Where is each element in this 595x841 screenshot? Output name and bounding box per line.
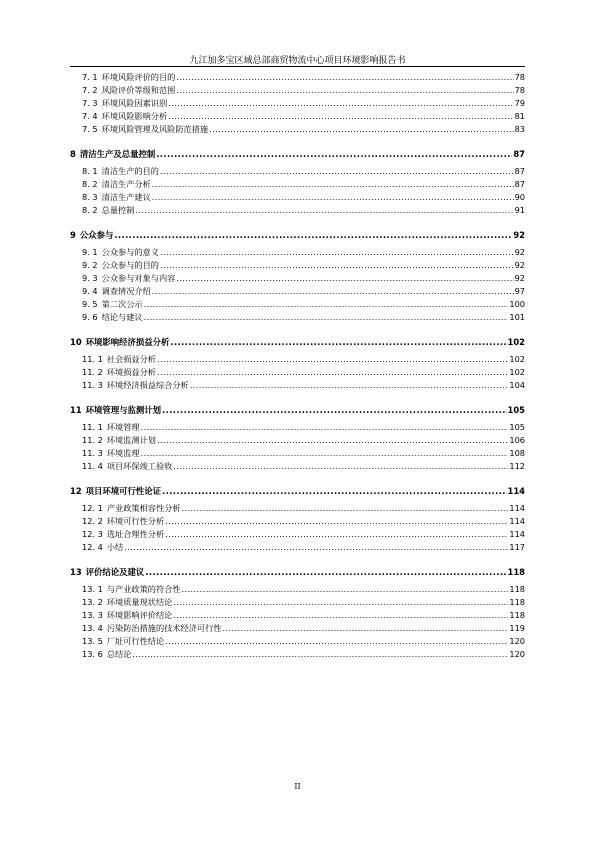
toc-entry-number: 13: [70, 567, 82, 577]
toc-section-entry[interactable]: [82, 299, 525, 310]
toc-dot-leader: [160, 247, 514, 255]
toc-entry-page: 114: [509, 516, 525, 527]
toc-section-entry[interactable]: [82, 85, 525, 96]
toc-entry-page: 97: [514, 286, 525, 297]
toc-entry-page: 101: [509, 312, 525, 323]
toc-entry-number: 7. 1: [82, 72, 98, 83]
toc-section-entry[interactable]: [82, 435, 525, 446]
toc-entry-number: 9. 1: [82, 247, 98, 258]
toc-section-entry[interactable]: [82, 354, 525, 365]
toc-entry-title: 结论与建议: [101, 312, 143, 323]
toc-entry-title: 社会损益分析: [106, 354, 156, 365]
toc-dot-leader: [145, 567, 506, 575]
toc-entry-number: 11. 1: [82, 354, 103, 365]
toc-entry-number: 8. 2: [82, 179, 98, 190]
toc-entry-title: 风险评价等级和范围: [101, 85, 176, 96]
toc-entry-page: 102: [507, 337, 525, 347]
toc-section-entry[interactable]: [82, 111, 525, 122]
toc-section-entry[interactable]: [82, 72, 525, 83]
toc-entry-page: 78: [514, 72, 525, 83]
toc-entry-title: 公众参与: [79, 230, 114, 240]
toc-entry-number: 9. 4: [82, 286, 98, 297]
toc-entry-title: 总结论: [106, 649, 132, 660]
toc-entry-number: 12: [70, 486, 82, 496]
toc-chapter-entry[interactable]: [70, 148, 525, 160]
toc-entry-number: 9. 3: [82, 273, 98, 284]
toc-entry-page: 118: [509, 597, 525, 608]
toc-entry-number: 9. 6: [82, 312, 98, 323]
toc-entry-page: 108: [509, 448, 525, 459]
toc-section-entry[interactable]: [82, 205, 525, 216]
toc-entry-number: 11. 4: [82, 461, 103, 472]
toc-entry-number: 13. 3: [82, 610, 103, 621]
toc-entry-number: 11. 3: [82, 448, 103, 459]
toc-entry-number: 13. 2: [82, 597, 103, 608]
toc-entry-title: 环境监测计划: [106, 435, 156, 446]
toc-entry-page: 105: [507, 405, 525, 415]
header-rule: [70, 66, 525, 67]
toc-entry-page: 106: [509, 435, 525, 446]
toc-dot-leader: [165, 516, 508, 524]
toc-entry-page: 83: [514, 124, 525, 135]
toc-entry-number: 8: [70, 149, 76, 159]
toc-entry-title: 污染防治措施的技术经济可行性: [106, 623, 222, 634]
toc-entry-page: 78: [514, 85, 525, 96]
toc-section-entry[interactable]: [82, 584, 525, 595]
toc-dot-leader: [157, 354, 508, 362]
toc-dot-leader: [170, 337, 506, 345]
toc-section-entry[interactable]: [82, 247, 525, 258]
toc-entry-number: 7. 5: [82, 124, 98, 135]
toc-entry-page: 100: [509, 299, 525, 310]
toc-entry-title: 项目环保竣工验收: [106, 461, 173, 472]
toc-dot-leader: [176, 72, 513, 80]
toc-dot-leader: [173, 461, 508, 469]
toc-entry-number: 13. 5: [82, 636, 103, 647]
toc-entry-page: 120: [509, 649, 525, 660]
toc-entry-title: 环境经济损益综合分析: [106, 380, 189, 391]
toc-section-entry[interactable]: [82, 273, 525, 284]
toc-section-entry[interactable]: [82, 166, 525, 177]
toc-section-entry[interactable]: [82, 448, 525, 459]
toc-entry-page: 114: [509, 529, 525, 540]
toc-entry-title: 小结: [106, 542, 124, 553]
toc-dot-leader: [160, 166, 514, 174]
toc-section-entry[interactable]: [82, 286, 525, 297]
toc-entry-title: 与产业政策的符合性: [106, 584, 181, 595]
page-number: II: [294, 782, 301, 791]
toc-entry-title: 环境风险评价的目的: [101, 72, 176, 83]
toc-entry-page: 114: [507, 486, 525, 496]
toc-entry-number: 13. 1: [82, 584, 103, 595]
toc-dot-leader: [168, 111, 513, 119]
toc-entry-number: 7. 3: [82, 98, 98, 109]
page-header: 九江加多宝区域总部商贸物流中心项目环境影响报告书: [189, 56, 406, 66]
toc-entry-number: 10: [70, 337, 82, 347]
toc-entry-number: 8. 2: [82, 205, 98, 216]
toc-section-entry[interactable]: [82, 422, 525, 433]
toc-entry-page: 102: [509, 367, 525, 378]
toc-dot-leader: [176, 85, 513, 93]
toc-entry-number: 8. 1: [82, 166, 98, 177]
toc-chapter-entry[interactable]: [70, 485, 525, 497]
toc-entry-page: 112: [509, 461, 525, 472]
toc-chapter-entry[interactable]: [70, 336, 525, 348]
toc-entry-page: 118: [509, 584, 525, 595]
toc-section-entry[interactable]: [82, 124, 525, 135]
toc-dot-leader: [165, 636, 508, 644]
toc-entry-page: 87: [514, 179, 525, 190]
toc-entry-title: 项目环境可行性论证: [85, 486, 162, 496]
toc-entry-number: 9: [70, 230, 76, 240]
toc-entry-title: 公众参与的目的: [101, 260, 159, 271]
toc-dot-leader: [176, 273, 513, 281]
toc-section-entry[interactable]: [82, 610, 525, 621]
toc-entry-page: 117: [509, 542, 525, 553]
toc-section-entry[interactable]: [82, 649, 525, 660]
toc-dot-leader: [156, 149, 512, 157]
toc-section-entry[interactable]: [82, 179, 525, 190]
toc-entry-title: 评价结论及建议: [85, 567, 145, 577]
toc-entry-title: 清洁生产的目的: [101, 166, 159, 177]
toc-entry-number: 11. 1: [82, 422, 103, 433]
toc-entry-page: 90: [514, 192, 525, 203]
toc-dot-leader: [135, 205, 513, 213]
toc-chapter-entry[interactable]: [70, 566, 525, 578]
toc-dot-leader: [190, 380, 509, 388]
toc-dot-leader: [132, 649, 508, 657]
toc-section-entry[interactable]: [82, 98, 525, 109]
toc-entry-page: 79: [514, 98, 525, 109]
toc-dot-leader: [222, 623, 508, 631]
toc-entry-page: 92: [513, 230, 525, 240]
toc-entry-number: 12. 1: [82, 503, 103, 514]
toc-dot-leader: [168, 98, 513, 106]
toc-section-entry[interactable]: [82, 529, 525, 540]
toc-dot-leader: [157, 367, 508, 375]
toc-entry-title: 总量控制: [101, 205, 135, 216]
toc-entry-number: 13. 6: [82, 649, 103, 660]
toc-dot-leader: [144, 299, 509, 307]
toc-chapter-entry[interactable]: [70, 404, 525, 416]
toc-entry-title: 环境影响评价结论: [106, 610, 173, 621]
toc-entry-title: 清洁生产建议: [101, 192, 151, 203]
toc-entry-page: 102: [509, 354, 525, 365]
toc-section-entry[interactable]: [82, 312, 525, 323]
toc-entry-page: 87: [514, 166, 525, 177]
toc-section-entry[interactable]: [82, 597, 525, 608]
toc-dot-leader: [124, 542, 508, 550]
toc-entry-title: 环境管理与监测计划: [85, 405, 162, 415]
toc-dot-leader: [160, 260, 514, 268]
toc-entry-title: 环境风险因素识别: [101, 98, 168, 109]
toc-chapter-entry[interactable]: [70, 229, 525, 241]
toc-dot-leader: [152, 192, 514, 200]
toc-section-entry[interactable]: [82, 192, 525, 203]
toc-dot-leader: [209, 124, 514, 132]
toc-section-entry[interactable]: [82, 516, 525, 527]
toc-entry-number: 11. 3: [82, 380, 103, 391]
toc-entry-page: 118: [509, 610, 525, 621]
toc-entry-number: 11. 2: [82, 435, 103, 446]
toc-entry-number: 9. 2: [82, 260, 98, 271]
toc-entry-title: 环境损益分析: [106, 367, 156, 378]
toc-dot-leader: [162, 486, 506, 494]
toc-entry-page: 119: [509, 623, 525, 634]
toc-entry-page: 104: [509, 380, 525, 391]
toc-entry-title: 产业政策相容性分析: [106, 503, 181, 514]
toc-entry-title: 环境风险影响分析: [101, 111, 168, 122]
toc-entry-page: 120: [509, 636, 525, 647]
toc-dot-leader: [144, 312, 509, 320]
toc-dot-leader: [152, 179, 514, 187]
toc-dot-leader: [182, 503, 509, 511]
toc-entry-number: 12. 2: [82, 516, 103, 527]
toc-entry-number: 11. 2: [82, 367, 103, 378]
toc-entry-title: 环境风险管理及风险防范措施: [101, 124, 209, 135]
toc-dot-leader: [152, 286, 514, 294]
toc-dot-leader: [173, 610, 508, 618]
toc-entry-number: 13. 4: [82, 623, 103, 634]
toc-section-entry[interactable]: [82, 623, 525, 634]
toc-entry-page: 81: [514, 111, 525, 122]
toc-entry-page: 118: [507, 567, 525, 577]
toc-section-entry[interactable]: [82, 367, 525, 378]
toc-entry-number: 12. 3: [82, 529, 103, 540]
toc-entry-title: 环境管理: [106, 422, 140, 433]
toc-section-entry[interactable]: [82, 503, 525, 514]
toc-entry-title: 清洁生产分析: [101, 179, 151, 190]
toc-dot-leader: [182, 584, 509, 592]
toc-entry-page: 92: [514, 260, 525, 271]
toc-dot-leader: [114, 230, 512, 238]
toc-section-entry[interactable]: [82, 542, 525, 553]
toc-entry-number: 11: [70, 405, 82, 415]
toc-section-entry[interactable]: [82, 461, 525, 472]
toc-section-entry[interactable]: [82, 636, 525, 647]
toc-dot-leader: [141, 448, 509, 456]
toc-entry-page: 91: [514, 205, 525, 216]
toc-entry-title: 环境质量现状结论: [106, 597, 173, 608]
toc-entry-number: 9. 5: [82, 299, 98, 310]
toc-entry-title: 厂址可行性结论: [106, 636, 165, 647]
toc-entry-title: 选址合理性分析: [106, 529, 165, 540]
toc-entry-number: 7. 4: [82, 111, 98, 122]
toc-entry-number: 7. 2: [82, 85, 98, 96]
toc-entry-title: 环境影响经济损益分析: [85, 337, 170, 347]
toc-entry-title: 环境可行性分析: [106, 516, 165, 527]
toc-entry-page: 114: [509, 503, 525, 514]
toc-entry-page: 92: [514, 247, 525, 258]
toc-entry-page: 105: [509, 422, 525, 433]
toc-dot-leader: [141, 422, 509, 430]
toc-entry-title: 公众参与对象与内容: [101, 273, 176, 284]
toc-dot-leader: [157, 435, 508, 443]
toc-section-entry[interactable]: [82, 380, 525, 391]
toc-dot-leader: [165, 529, 508, 537]
toc-entry-title: 环境监理: [106, 448, 140, 459]
toc-entry-number: 8. 3: [82, 192, 98, 203]
toc-entry-page: 87: [513, 149, 525, 159]
toc-entry-number: 12. 4: [82, 542, 103, 553]
toc-dot-leader: [162, 405, 506, 413]
toc-entry-title: 第二次公示: [101, 299, 143, 310]
toc-dot-leader: [173, 597, 508, 605]
toc-entry-title: 公众参与的意义: [101, 247, 159, 258]
toc-entry-page: 92: [514, 273, 525, 284]
toc-entry-title: 调查情况介绍: [101, 286, 151, 297]
toc-entry-title: 清洁生产及总量控制: [79, 149, 156, 159]
toc-section-entry[interactable]: [82, 260, 525, 271]
